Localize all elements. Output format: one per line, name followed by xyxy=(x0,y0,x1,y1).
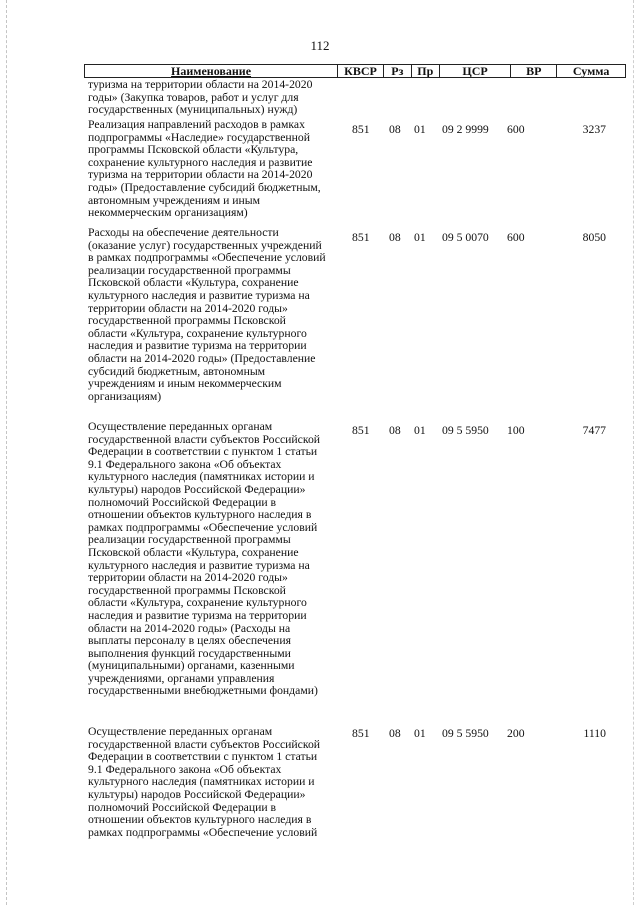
text-line: (муниципальными) органами, казенными xyxy=(88,659,295,673)
text-line: Федерации в соответствии с пунктом 1 статьи xyxy=(88,750,318,764)
text-line: области «Культура, сохранение культурного xyxy=(88,596,307,610)
text-line: государственными внебюджетными фондами) xyxy=(88,684,318,698)
text-line: автономным учреждениям и иным xyxy=(88,193,261,207)
text-line: сохранение культурного наследия и развитие xyxy=(88,155,313,169)
text-line: территории области на 2014-2020 годы» xyxy=(88,571,288,585)
text-line: программы Псковской области «Культура, xyxy=(88,143,299,157)
text-line: выполнения функций государственными xyxy=(88,646,291,660)
row-kvsr: 851 xyxy=(352,123,370,136)
text-line: подпрограммы «Наследие» государственной xyxy=(88,130,311,144)
row-sum: 1110 xyxy=(583,727,606,740)
table-row-name xyxy=(88,227,344,403)
text-line: Реализация направлений расходов в рамках xyxy=(88,118,305,131)
text-line: Осуществление переданных органам xyxy=(88,420,273,433)
header-sum: Сумма xyxy=(572,65,610,77)
header-rz: Рз xyxy=(384,65,412,77)
row-sum: 8050 xyxy=(582,231,606,244)
text-line: государственной программы Псковской xyxy=(88,583,286,597)
text-line: годы» (Закупка товаров, работ и услуг для xyxy=(88,90,299,104)
text-line: в рамках подпрограммы «Обеспечение условий xyxy=(88,251,326,265)
row-kvsr: 851 xyxy=(352,231,370,244)
row-sum: 7477 xyxy=(582,424,606,437)
row-csr: 09 5 5950 xyxy=(442,424,489,437)
text-line: Псковской области «Культура, сохранение xyxy=(88,545,299,559)
text-line: территории области на 2014-2020 годы» xyxy=(88,301,288,315)
table-row-name xyxy=(88,421,344,698)
text-line: полномочий Российской Федерации в xyxy=(88,800,277,814)
header-csr: ЦСР xyxy=(440,65,512,77)
text-line: области на 2014-2020 годы» (Предоставление xyxy=(88,351,316,365)
row-vr: 600 xyxy=(507,123,525,136)
row-rz: 08 xyxy=(389,424,401,437)
text-line: культуры) народов Российской Федерации» xyxy=(88,787,306,801)
text-line: туризма на территории области на 2014-2020 xyxy=(88,78,313,91)
row-vr: 600 xyxy=(507,231,525,244)
row-rz: 08 xyxy=(389,231,401,244)
text-line: культурного наследия и развитие туризма на xyxy=(88,558,310,572)
text-line: субсидий бюджетным, автономным xyxy=(88,364,266,378)
row-rz: 08 xyxy=(389,123,401,136)
text-line: Осуществление переданных органам xyxy=(88,725,273,738)
text-line: Расходы на обеспечение деятельности xyxy=(88,226,279,239)
text-line: (оказание услуг) государственных учреждений xyxy=(88,238,322,252)
text-line: годы» (Предоставление субсидий бюджетным, xyxy=(88,180,321,194)
header-name: Наименование xyxy=(85,65,338,77)
text-line: организациям) xyxy=(88,389,162,403)
text-line: наследия и развитие туризма на территории xyxy=(88,339,307,353)
header-vr: ВР xyxy=(511,65,557,77)
text-line: полномочий Российской Федерации в xyxy=(88,495,277,509)
continuation-text xyxy=(88,79,344,117)
row-sum: 3237 xyxy=(582,123,606,136)
row-csr: 09 2 9999 xyxy=(442,123,489,136)
row-vr: 100 xyxy=(507,424,525,437)
text-line: культурного наследия и развитие туризма на xyxy=(88,288,310,302)
text-line: рамках подпрограммы «Обеспечение условий xyxy=(88,520,318,534)
row-kvsr: 851 xyxy=(352,424,370,437)
row-rz: 08 xyxy=(389,727,401,740)
text-line: учреждениями, органами управления xyxy=(88,671,275,685)
text-line: отношении объектов культурного наследия в xyxy=(88,813,312,827)
text-line: некоммерческим организациям) xyxy=(88,206,248,220)
text-line: туризма на территории области на 2014-2020 xyxy=(88,168,313,182)
scan-edge-left xyxy=(6,0,8,905)
text-line: государственной программы Псковской xyxy=(88,314,286,328)
text-line: Псковской области «Культура, сохранение xyxy=(88,276,299,290)
row-pr: 01 xyxy=(414,123,426,136)
text-line: наследия и развитие туризма на территории xyxy=(88,608,307,622)
text-line: отношении объектов культурного наследия в xyxy=(88,508,312,522)
text-line: выплаты персоналу в целях обеспечения xyxy=(88,634,291,648)
text-line: области «Культура, сохранение культурного xyxy=(88,326,307,340)
text-line: учреждениям и иным некоммерческим xyxy=(88,377,282,391)
row-pr: 01 xyxy=(414,424,426,437)
text-line: государственной власти субъектов Российской xyxy=(88,432,321,446)
text-line: 9.1 Федерального закона «Об объектах xyxy=(88,457,282,471)
text-line: реализации государственной программы xyxy=(88,263,291,277)
table-row-name xyxy=(88,726,344,839)
text-line: культурного наследия (памятниках истории и xyxy=(88,775,315,789)
row-csr: 09 5 5950 xyxy=(442,727,489,740)
text-line: Федерации в соответствии с пунктом 1 статьи xyxy=(88,445,318,459)
table-header xyxy=(84,64,626,78)
table-row-name xyxy=(88,119,344,220)
text-line: реализации государственной программы xyxy=(88,533,291,547)
text-line: культурного наследия (памятниках истории и xyxy=(88,470,315,484)
page-number: 112 xyxy=(310,38,330,53)
row-csr: 09 5 0070 xyxy=(442,231,489,244)
row-pr: 01 xyxy=(414,727,426,740)
header-pr: Пр xyxy=(412,65,440,77)
text-line: рамках подпрограммы «Обеспечение условий xyxy=(88,825,318,839)
header-kvsr: КВСР xyxy=(338,65,384,77)
text-line: области на 2014-2020 годы» (Расходы на xyxy=(88,621,291,635)
row-kvsr: 851 xyxy=(352,727,370,740)
row-pr: 01 xyxy=(414,231,426,244)
row-vr: 200 xyxy=(507,727,525,740)
scan-edge-right xyxy=(633,0,635,905)
text-line: государственной власти субъектов Российской xyxy=(88,737,321,751)
text-line: 9.1 Федерального закона «Об объектах xyxy=(88,762,282,776)
text-line: государственных (муниципальных) нужд) xyxy=(88,103,298,117)
text-line: культуры) народов Российской Федерации» xyxy=(88,482,306,496)
